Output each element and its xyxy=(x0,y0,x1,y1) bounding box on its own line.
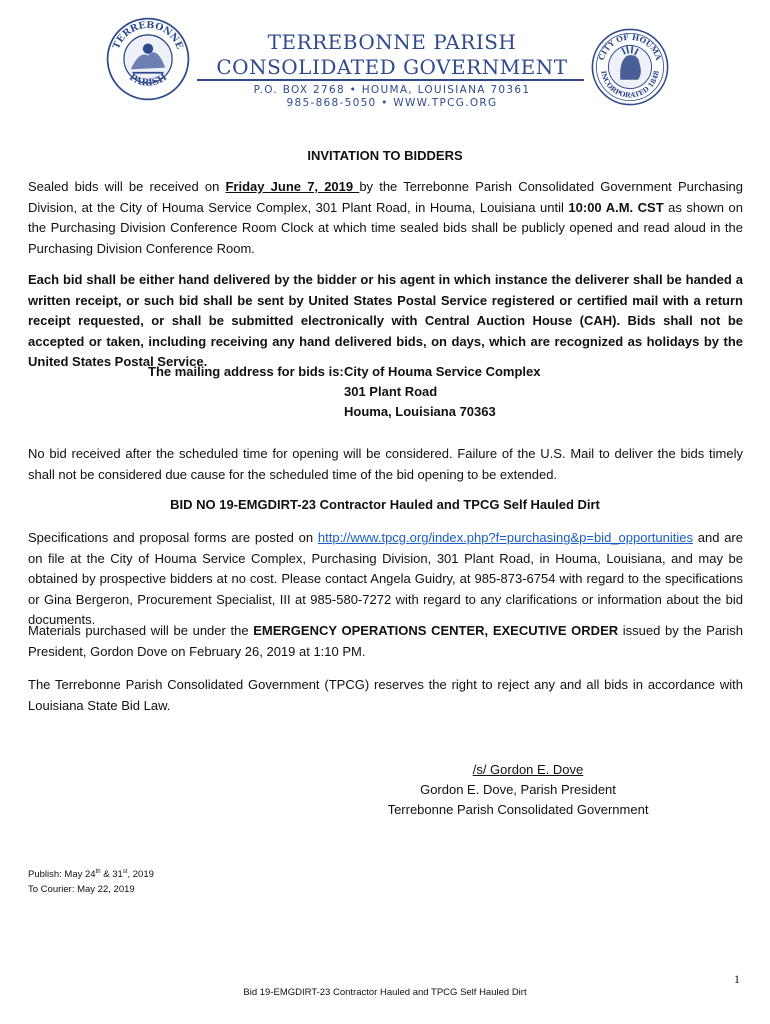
executive-order-text: EMERGENCY OPERATIONS CENTER, EXECUTIVE ORDER xyxy=(253,623,619,638)
paragraph-specifications xyxy=(28,528,743,631)
mailing-address-line3: Houma, Louisiana 70363 xyxy=(344,404,496,419)
page-footer: Bid 19-EMGDIRT-23 Contractor Hauled and TPCG Self Hauled Dirt xyxy=(243,987,527,998)
signature-line xyxy=(380,762,656,777)
courier-date: To Courier: May 22, 2019 xyxy=(28,884,135,895)
letterhead-title-line2: CONSOLIDATED GOVERNMENT xyxy=(216,55,568,79)
document-heading: INVITATION TO BIDDERS xyxy=(307,148,463,163)
para1-text-b: by the Terrebonne Parish Consolidated Government Purchasing Division, at the City of Houma Service Complex, 301 Plant Road, in Houma, Louisiana until xyxy=(28,179,743,215)
left-seal-bottom-text: PARISH xyxy=(127,71,169,89)
mailing-address-label: The mailing address for bids is: xyxy=(148,364,344,379)
signature-text: /s/ Gordon E. Dove xyxy=(472,762,584,777)
page-number: 1 xyxy=(734,972,740,986)
bid-time: 10:00 A.M. CST xyxy=(568,199,664,215)
signer-name-title: Gordon E. Dove, Parish President xyxy=(420,782,616,797)
mailing-address-line2: 301 Plant Road xyxy=(344,384,438,399)
mailing-address-line1: City of Houma Service Complex xyxy=(344,364,541,379)
city-of-houma-seal xyxy=(590,27,670,107)
para1-text-a: Sealed bids will be received on xyxy=(28,179,226,194)
bid-date: Friday June 7, 2019 xyxy=(225,179,360,194)
paragraph-late-bids: No bid received after the scheduled time for opening will be considered. Failure of the U.S. Mail to deliver the bids timely shall not be considered due cause for the scheduled time of the bid opening to be extended. xyxy=(28,446,743,482)
publish-sup1: th xyxy=(95,868,101,875)
publish-mid: & 31 xyxy=(100,869,123,880)
left-seal-top-text: TERREBONNE xyxy=(110,19,186,51)
para4-text-a: Specifications and proposal forms are posted on xyxy=(28,530,318,545)
paragraph-delivery-rules: Each bid shall be either hand delivered by the bidder or his agent in which instance the deliverer shall be handed a written receipt, or such bid shall be sent by United States Postal Service registered or certified mail with a return receipt requested, or shall be submitted electronically with Central Auction House (CAH). Bids shall not be accepted or taken, including receiving any hand delivered bids, on days, which are recognized as holidays by the United States Postal Service. xyxy=(28,272,743,369)
letterhead-divider xyxy=(197,79,584,81)
letterhead-contact: 985-868-5050 • WWW.TPCG.ORG xyxy=(286,97,498,109)
paragraph-materials xyxy=(28,621,743,662)
paragraph-reservation: The Terrebonne Parish Consolidated Government (TPCG) reserves the right to reject any and all bids in accordance with Louisiana State Bid Law. xyxy=(28,677,743,713)
letterhead-address: P.O. BOX 2768 • HOUMA, LOUISIANA 70361 xyxy=(253,84,531,96)
publish-dates xyxy=(28,869,154,880)
right-seal-bottom-text: INCORPORATED 1848 xyxy=(599,70,661,100)
bid-number-title: BID NO 19-EMGDIRT-23 Contractor Hauled and TPCG Self Hauled Dirt xyxy=(170,497,600,512)
publish-sup2: st xyxy=(122,868,128,875)
terrebonne-parish-seal xyxy=(105,16,191,102)
paragraph-bid-receipt xyxy=(28,177,743,259)
para5-text-b: issued by the Parish President, Gordon Dove on February 26, 2019 at 1:10 PM. xyxy=(28,623,743,659)
publish-end: , 2019 xyxy=(127,869,154,880)
letterhead-title-line1: TERREBONNE PARISH xyxy=(267,30,517,54)
para1-text-c: as shown on the Purchasing Division Conference Room Clock at which time sealed bids shall be publicly opened and read aloud in the Purchasing Division Conference Room. xyxy=(28,199,743,256)
publish-label: Publish: May 24 xyxy=(28,869,96,880)
right-seal-top-text: CITY OF HOUMA xyxy=(596,32,664,62)
para4-text-b: and are on file at the City of Houma Service Complex, Purchasing Division, 301 Plant Road, in Houma, Louisiana, and may be obtained by prospective bidders at no cost. Please contact Angela Guidry, at 985-873-6754 with regard to the specifications or Gina Bergeron, Procurement Specialist, III at 985-580-7272 with regard to any clarifications or information about the bid documents. xyxy=(28,530,743,627)
bid-opportunities-link[interactable]: http://www.tpcg.org/index.php?f=purchasing&p=bid_opportunities xyxy=(317,530,693,545)
signer-organization: Terrebonne Parish Consolidated Government xyxy=(387,802,649,817)
para5-text-a: Materials purchased will be under the xyxy=(28,623,254,638)
